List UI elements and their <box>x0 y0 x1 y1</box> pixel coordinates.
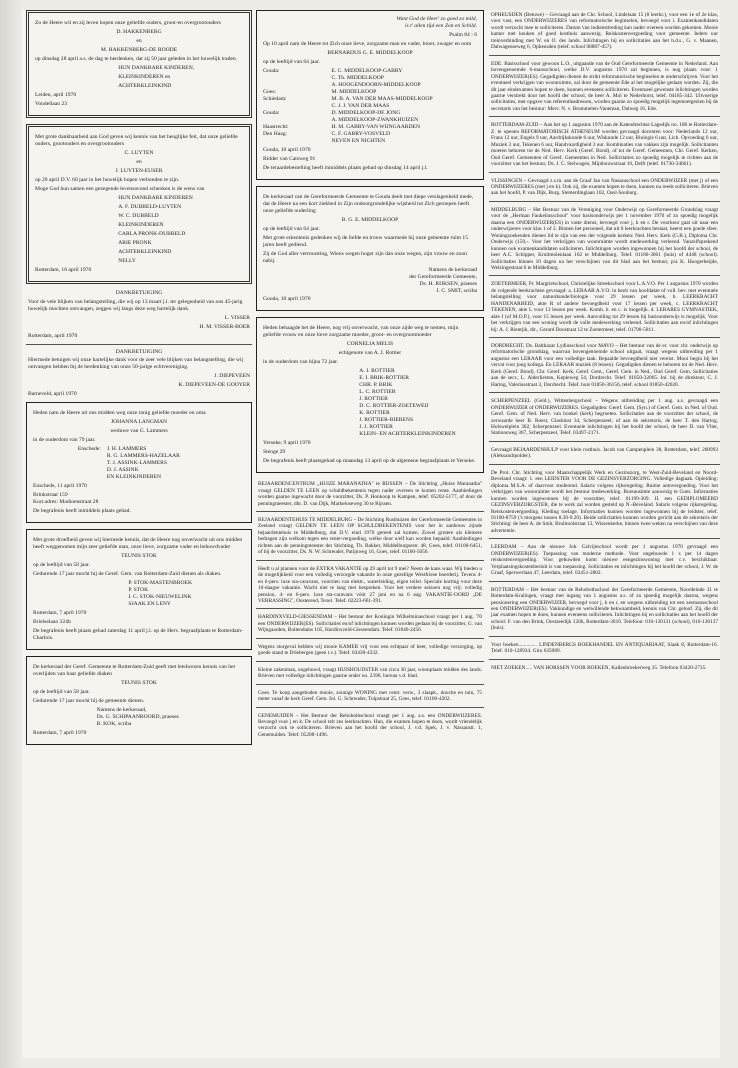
notice-and: en <box>136 158 142 165</box>
family-name: NEVEN EN NICHTEN <box>331 137 386 144</box>
signature: HUN DANKBARE KINDEREN <box>118 194 193 201</box>
notice-intro: Met grote droefheid geven wij hiermede kennis, dat de Heere nog onverwacht uit ons midden heeft weggenomen mijn zeer geliefde man, onze lieve, zorgzame vader en behuwdvader <box>33 537 243 551</box>
signature: K. DIEPEVEEN-DE GOOYER <box>178 382 250 389</box>
family-row <box>263 82 477 89</box>
signature: Namens de kerkeraad, <box>96 706 147 713</box>
notice-intro: De kerkeraad der Geref. Gemeente te Rotterdam-Zuid geeft met leedwezen kennis van het overlijden van haar geliefde diaken <box>33 664 236 677</box>
family-name: J. J. ROTTIER <box>359 424 393 431</box>
family-name: D. C. ROTTIER-ZOETEWEIJ <box>359 403 429 410</box>
column-2 <box>256 10 484 745</box>
family-name: J. H. LAMMERS <box>106 446 147 453</box>
family-name: D. MIDDELKOOP-DE JONG <box>331 109 401 116</box>
person-name: JOHANNA LANGMAN <box>110 419 168 426</box>
notice-burial: De begrafenis heeft plaatsgehad op maandag 13 april op de algemene begraafplaats te Yerseke. <box>263 458 476 465</box>
column-3 <box>489 10 720 678</box>
family-name: J. ROTTIER <box>359 396 388 403</box>
notice-luyten <box>26 124 252 284</box>
signature: W. C. DUBBELD <box>118 212 159 219</box>
family-place: Den Haag: <box>263 130 288 137</box>
notice-address: Ridder van Catsweg 91 <box>263 155 316 162</box>
classified-ad: Wegens storgeval hebben wij mooie KAMER vrij voor een echtpaar of heer, volledige verzorging, op goede stand te Driebergen (geen t.v.). Telef. 03438-4332. <box>256 642 484 662</box>
notice-age: in de ouderdom van bijna 72 jaar. <box>263 359 339 366</box>
person-name: TEUNIS STOK <box>121 553 157 560</box>
notice-text: Gedurende 17 jaar mocht hij de gemeente dienen. <box>33 697 145 704</box>
family-name: H. M. GABRY-VAN WIJNGAARDEN <box>331 123 420 130</box>
scan-edge <box>0 0 22 1068</box>
signature: Ds. H. RIJKSEN, praeses <box>419 280 477 287</box>
notice-intro: Zo de Heere wil en zij leven hopen onze geliefde ouders, groot-en overgrootouders <box>35 20 221 26</box>
classified-ad: ROTTERDAM – Het bestuur van de Rehobothschool der Gereformeerde Gemeente, Noordeinde 31 te Rotterdam-Kralingen, vraagt met ingang van 1 augustus a.s. of zo spoedig mogelijk daarna, wegens pensionering een ONDERWIJZER, bevoegd voor j, k en r, en wegens uitbreiding tot een zesmansschool een ONDERWIJZER(ES). Vakkundige en welwillende bekwaamheid, kennis van Chr. geloof. Zij, die dit jaar examen hopen te doen, kunnen eveneens solliciteren. Inlichtingen bij en sollicitaties aan het hoofd der school: F. van den Brink, Oostzeedijk 120b, Rotterdam-3016. Telefoon: 010-130131 (school), 010-130137 (huis). <box>489 585 720 637</box>
notice-text: op dinsdag 28 april a.s. de dag te herdenken, dat zij 50 jaar geleden in het huwelijk traden. <box>35 55 238 62</box>
person-subtitle: weduwe van G. Lammers <box>110 428 168 435</box>
verse-line: Want God de Heer' zo goed zo mild, <box>396 16 477 22</box>
notice-burial: De begrafenis heeft plaats gehad zaterdag 11 april j.l. op de Herv. begraafplaats te Rotterdam-Charlois. <box>33 628 243 642</box>
classified-ad: OPHEUSDEN (Betuwe) – Gevraagd aan de Chr. School, Lindelaan 15 (8 leerkr.), voor een 1e of 2e klas, voor vast, een ONDERWIJZERES van reformatorische beginselen, bevoegd voor i. Examenkandidaten wordt verzocht mee te solliciteren. Datum van indiensttreding kan nader overeen worden gekomen. Mooie kamer met keuken of goed kosthuis aanwezig. Reiskostenvergoeding voor gemeente. Iedere uur treinverbinding met W. en O. des lands. Inlichtingen bij en sollicitaties aan het h.d.s., G. v. Maanen, Dalwagenseweg 6, Opheusden (telef. school 08887-457). <box>489 10 720 56</box>
family-name: K. ROTTIER <box>359 410 390 417</box>
notice-middelkoop-family <box>256 10 484 180</box>
notice-place: Rotterdam, april 1970 <box>28 332 78 339</box>
family-place: Enschede: <box>77 446 101 453</box>
notice-and: en <box>136 37 142 44</box>
family-row <box>263 110 477 117</box>
notice-melis <box>256 317 484 473</box>
family-row <box>263 138 477 145</box>
signature: B. KOK, scriba <box>96 720 132 727</box>
family-name: CHR. P. BRIK <box>359 382 393 389</box>
family-name: P. STOK-MASTENBROEK <box>128 580 193 587</box>
classified-ad: NIET ZOEKEN..... VAN HORSSEN VOOR BOEKEN, Kallenbroekerweg 35. Telefoon 03420-2735. <box>491 664 707 671</box>
notice-text: op 20 april D.V. 60 jaar in het huwelijk hopen verbonden te zijn. <box>35 176 180 183</box>
notice-address: Brielselaan 324b <box>33 619 71 626</box>
notice-middelkoop-church <box>256 186 484 312</box>
notice-address: Brinkstraat 159 <box>33 492 68 499</box>
family-names <box>101 446 245 481</box>
signature: Namens de kerkeraad <box>428 266 477 273</box>
classified-ad: VLISSINGEN – Gevraagd z.s.m. aan de Graaf Jan van Nassauschool een ONDERWIJZER (met j) of een ONDERWIJZERES (met j en k). Ook zij, die examen hopen te doen, kunnen nu reeds solliciteren. Brieven aan het hoofd, P. van Dijk, Burg. Stemerdinglaan 102, Oost-Souburg. <box>489 176 720 202</box>
notice-intro: De kerkeraad van de Gereformeerde Gemeente te Gouda deelt met diepe verslagenheid mede, dat de Heere na een kort ziekbed in Zijn ondoorgrondelijke wijsheid tot Zich geroepen heeft onze geliefde ouderling <box>263 193 474 214</box>
family-row <box>263 117 477 124</box>
family-name: I. C. STOK-NIEUWELINK <box>128 594 192 601</box>
notice-date: Gouda, 10 april 1970 <box>263 146 311 153</box>
signature: CARLA PRONK-DUBBELD <box>118 230 186 237</box>
classified-ad: SCHERPENZEEL (Geld.), Wittenbergschool – Wegens uitbreiding per 1 aug. a.s. gevraagd een ONDERWIJZER of ONDERWIJZERES. Gegadigden: Geref. Gem. (Syn.) of Geref. Gem. in Ned. of Oud. Geref. Gem. of Ned. Herv. van bonkel (kerk) begroeten. Sollicitaties aan de voorzitter der school, de zerwaarde heer B. Roest, Glasbinst 34, Scherpenzeel; of aan de sekretaris, de heer T. den Hartog, Holsweiplein 302, Scherpenzeel. Eventuele inlichtingen bij het hoofd der school, de heer D. van Vliet, Stationsweg 367, Scherpenzeel, Telef. 03497-2171. <box>489 396 720 442</box>
family-name: C. Th. MIDDELKOOP <box>331 74 384 81</box>
notice-age: op de leeftijd van 58 jaar. <box>33 688 90 695</box>
classified-ad: Voor boeken.............. LINDENBERGS BOEKHANDEL EN ANTIQUARIAAT, Slaak 8, Rotterdam-16. Telef. 010-128934. Giro 635089. <box>489 640 720 660</box>
notice-stok-church <box>26 656 252 745</box>
notice-date: Enschede, 11 april 1970 <box>33 483 87 490</box>
classified-ad: Kleine zakenman, ongehuwd, vraagt HUISHOUDSTER van circa 30 jaar, woonplaats midden des lands. Brieven met volledige inlichtingen gaarne onder no. 2396, bureau v.d. blad. <box>256 665 484 685</box>
family-place <box>263 82 331 89</box>
notice-date: Yerseke, 9 april 1970 <box>263 440 311 447</box>
signature: Ds. G. SCHIPAANBOORD, praeses <box>96 713 179 720</box>
family-name: A. MIDDELKOOP-ZWANKHUIZEN <box>331 116 419 123</box>
family-row <box>263 124 477 131</box>
classified-ad: ZOETERMEER, Pr. Margrietschool, Christelijke Streekschool voor L.A.V.O. Per 1 augustus 1970 worden de volgende leerkrachten gevraagd: a. LERAAR A.V.O. in bezit van hoofdakte of voll. bev. met eventuele belangstelling voor natuurkunde/biologie voor 29 lessen per week, b. LEERKRACHT HANDENARBEID, akte R of andere bevoegdheid voor 17 lessen per week, c. LEERKRACHT TEKENEN, akte L voor 13 lessen per week. Komb. b. en c. is mogelijk. d. LERARES GYMNASTIEK, akte J (of M.O.P.), voor 15 lessen per week. Aanvulling tot 29 lessen bij basisonderwijs is mogelijk. Voor het verkrijgen van een woning wordt de volle medewerking verleend. Sollicitaties aan en/of inlichtingen bij: A. J. Rientjik, dir., Gerard Doustraat 12 te Zoetermeer, telef. 01790-5811. <box>489 279 720 338</box>
signature: H. M. VISSER-BOER <box>199 323 250 330</box>
notice-burial: De begrafenis heeft inmiddels plaats gehad. <box>33 508 131 515</box>
family-place <box>263 75 331 82</box>
family-name: L. C. ROTTIER <box>359 389 396 396</box>
family-row <box>263 96 477 103</box>
notice-intro: Heden nam de Heere uit ons midden weg onze innig geliefde moeder en oma <box>33 410 206 417</box>
notice-visser <box>28 290 250 340</box>
person-name: CORNELIA MELIS <box>346 341 394 348</box>
notice-place: Rotterdam, 16 april 1970 <box>35 266 92 273</box>
family-name: P. STOK <box>128 587 149 594</box>
divider <box>26 344 252 345</box>
family-name: D. J. ASSINK <box>106 467 139 474</box>
verse-reference: Psalm 84 : 6 <box>449 31 477 38</box>
notice-place: Leiden, april 1970 <box>35 91 77 98</box>
family-name: A. J. ROTTIER <box>359 368 395 375</box>
notice-correspondence: Korr.adres: Madioenstraat 28 <box>33 499 99 506</box>
family-place: Haastrecht: <box>263 123 289 130</box>
family-place <box>263 117 331 124</box>
notice-age: op de leeftijd van 64 jaar. <box>263 58 320 65</box>
notice-langman <box>26 402 252 523</box>
family-row <box>263 103 477 110</box>
family-row <box>263 89 477 96</box>
signature: HUN DANKBARE KINDEREN, <box>118 64 195 71</box>
classified-ad: BEJAARDENCENTRUM „HUIZE MARANATHA" te RIJSSEN – De Stichting „Huize Maranatha" vraagt GELDEN TE LEEN op schuldbekentenis tegen nader overeen te komen rente. Aanbiedingen worden gaarne ingewacht door de voorzitter, Ds. P. Honkoop te Kampen, telef. 05202-5177, of door de penningmeester, dhr. D. van Dijk, Markeloseweg 30 te Rijssen. <box>256 479 484 512</box>
signature: J. DIEPEVEEN <box>214 373 250 380</box>
notice-intro: Heden behaagde het de Heere, nog vrij onverwacht, van onze zijde weg te nemen, mijn geliefde vrouw en onze lieve zorgzame moeder, groot- en overgrootmoeder <box>263 325 459 339</box>
classified-ad: De Prot. Chr. Stichting voor Maatschappelijk Werk en Gezinszorg, te West-Zuid-Beveland en Noord-Beveland vraagt: 1. een LEIDSTER VOOR DE GEZINSVERZORGING. Volledige dagtaak. Opleiding: diploma M.S.A. of daarvoor studerend. Salaris volgens rijksregeling. Ruime autovergoeding. Voor het verkrijgen van woonruimte wordt het bestuur medewerking. Bureausimte aanwezig te Goes. Informaties kunnen worden ingewonnen bij de voorzitter, telef. 01199-309. II. een GEDIPLOMEERD GEZINSVERZORGSTER, die te werk zal worden gesteld op N.-Beveland. Salaris volgens rijksregeling. Reiskostenvergoeding. Kleding toelage. Informaties kunnen worden ingewonnen bij de leidster, telef. 01100-8759 ('s morgens tussen 8.30-9.20). Beide sollicitaties kunnen worden gericht aan de sekretaris der Stichting: de heer A. de Smit, Bruittoolstraat 12, Wissenkerke, binnen twee weken na verschijnen van deze advertentie. <box>489 468 720 540</box>
notice-address: Stenge 29 <box>263 449 286 456</box>
family-name: M. B. A. VAN DER MAAS-MIDDELKOOP <box>331 95 433 102</box>
notice-hakkenberg <box>26 10 252 118</box>
family-name: E. I. BRIK-ROTTIER <box>359 375 410 382</box>
notice-age: op de leeftijd van 64 jaar. <box>263 225 320 232</box>
family-row <box>263 131 477 138</box>
family-name: KLEIN- EN ACHTERKLEINKINDEREN <box>359 431 456 438</box>
signature: J. C. SMIT, scriba <box>436 287 477 294</box>
family-row <box>33 446 245 481</box>
signature: KLEINKINDEREN en <box>118 73 171 80</box>
family-place: Goes: <box>263 88 277 95</box>
family-place: Gouda: <box>263 109 280 116</box>
family-place: Schiedam: <box>263 95 287 102</box>
notice-text: Moge God hun samen een gezegende levensavond schenken is de wens van <box>35 185 205 192</box>
person-name: BERNARDUS G. E. MIDDELKOOP <box>327 49 413 56</box>
person-name: J. LUYTEN-EUSER <box>115 167 163 174</box>
family-row <box>263 75 477 82</box>
family-list <box>263 68 477 145</box>
notice-age: op de leeftijd van 58 jaar. <box>33 562 90 569</box>
notice-text: Gedurende 17 jaar mocht hij de Geref. Gem. van Rotterdam-Zuid dienen als diaken. <box>33 571 222 578</box>
newspaper-page <box>22 10 720 1058</box>
classified-ad: LEERDAM – Aan de nieuwe Joh. Calvijnschool wordt per 1 augustus 1970 gevraagd een ONDERWIJZER(ES). Toepassing van moderne methode. Voor ongehuwde 1 x per 14 dagen reiskostenvergoeding. Voor gehuwden komt nieuwe eengezinswoning met c.v. beschikbaar. Verplaatsingskostenbesluit is van toepassing. Sollicitaties en inlichtingen bij het hoofd der school, J. W. de Graaf, Sperwerlaan 47, Leerdam, telef. 03451-2802. <box>489 542 720 581</box>
classified-ads <box>489 10 720 675</box>
family-name: M. MIDDELKOOP <box>331 88 377 95</box>
person-name: B. G. E. MIDDELKOOP <box>341 216 399 223</box>
family-name: C. J. J. VAN DER MAAS <box>331 102 390 109</box>
family-name: T. J. ASSINK-LAMMERS <box>106 460 168 467</box>
family-place <box>263 103 331 110</box>
classified-ads <box>256 479 484 742</box>
family-list <box>359 368 477 438</box>
notice-title: DANKBETUIGING <box>115 348 163 355</box>
signature: KLEINKINDEREN <box>118 221 164 228</box>
notice-date: Gouda, 10 april 1970 <box>263 296 311 303</box>
signature: A. F. DUBBELD-LUYTEN <box>118 203 182 210</box>
signature: ARIE PRONK <box>118 239 152 246</box>
family-name: E. C. MIDDELKOOP-GABRY <box>331 67 403 74</box>
classified-ad: DORDRECHT, Ds. Balthazar Lydiusschool voor MAVO – Het bestuur van de er. voor chr. onderwijs op reformatorische grondslag, waarvan bovengenoemde school uitgaat, vraagt wegens uitbreiding per 1 augustus een LERAAR voor een volledige taak. Bepaalde bevoegdheid niet vereist. Mooi begin bij het vervat voor jong kollega. En LERAAR muziek (8 lessen). Gegadigden dienen te behoren tot de Ned. Herv. Kerk (Geref. Bond), Chr. Geref. Kerk, Geref. Gem., Geref. Gem. in Ned., Oud Geref. Gem. Sollicitaties aan de secr., L. Alderliesten, Kepleweg 54, Dordrecht. Telef. 01850-32065. Inl. bij de direkteur, C. J. Hartog, Valeriusstraat 3, Dordrecht. Telef. huis 01850-36156, telef. school 01850-42020. <box>489 341 720 393</box>
notice-place: Barneveld, april 1970 <box>28 391 77 398</box>
person-name: M. HAKKENBERG-DE ROODE <box>100 46 178 53</box>
family-row <box>263 68 477 75</box>
family-place <box>263 138 331 145</box>
notice-burial: De teraardebestelling heeft inmiddels plaats gehad op dinsdag 14 april j.l. <box>263 164 428 171</box>
classified-ad: MIDDELBURG – Het Bestuur van de Vereniging voor Onderwijs op Gereformeerde Grondslag vraagt voor de „Herman Faukeliusschool" voor basisonderwijs per 1 november 1970 of zo spoedig mogelijk daarna een ONDERWIJZER(ES) in vaste dienst, bevoegd voor j, k en r. De voorkeur gaat uit naar een onderwijzeres voor klas 1 of 2. Binnen het personeel, dat uit 6 leerkrachten bestaat, heerst een goede sfeer. Woningzoekenden dienen lid te zijn van een der volgende kerken: Ned. Herv. Kerk (G.B.), Diploma Chr. Onderwijs (150,-. Voor het verkrijgen van woonruimte wordt medewerking verleend. Vanzelfsprekend kunnen ook examenkandidaten solliciteren. Inlichtingen worden ingewonnen bij het hoofd der school, de heer A.C. Schipper, Kruitmolenlaan 102 te Middelburg. Telef. 01180-3061 (huis) of 4448 (school). Sollicitaties binnen 10 dagen na het verschijnen van dit blad aan het bestuur, p/a K. Hoogerheijde, Welzingestraat 6 te Middelburg. <box>489 205 720 277</box>
classified-ad: Goes. Te koop aangeboden mooie, zonnige WONING met centr. verw., 3 slaapk., douche en tuin, 75 meter vanaf de kerk Geref. Gem. Inl. G. Schreuder, Tulpstraat 25, Goes, telef. 01100-4302. <box>256 688 484 708</box>
signature: ACHTERKLEINKIND <box>118 248 172 255</box>
notice-place: Rotterdam, 7 april 1970 <box>33 729 87 736</box>
person-name: TEUNIS STOK <box>121 679 157 686</box>
notice-intro: Met grote dankbaarheid aan God geven wij kennis van het heuglijke feit, dat onze geliefde ouders, grootouders en overgrootouders <box>35 133 238 147</box>
notice-stok-family <box>26 529 252 650</box>
family-name: SJAAK EN LENY <box>128 601 171 608</box>
signature: NELLY <box>118 257 136 264</box>
family-name: C. F. GABRY-VOSVELD <box>331 130 391 137</box>
notice-diepeveen <box>28 349 250 399</box>
notice-date: Rotterdam, 7 april 1970 <box>33 610 87 617</box>
person-name: C. LUYTEN <box>124 149 154 156</box>
classified-ad: Heeft u al plannen voor de EXTRA VAKANTIE op 29 april tot 9 mei? Neem de kans waar. Wij bieden u de mogelijkheid voor een volledig verzorgde vakantie in onze gezellige Westfriese boerderij. Tevens 4- en 6-pers. luxe sta-caravans, voorzien van elektr., waterleiding, eigen toilet. Speciale korting voor deze 10-daagse vakantie. Wacht niet te lang met bespreken. Voor het verdere seizoen nog vrij: volledig pension, 4- en 6-pers. luxe sta-caravans vóór 27 juni en na 6 aug. VAKANTIE-OORD „DE VERRASSING", Oosterend, Texel. Telef. 02223-661-391. <box>256 564 484 610</box>
signature: L. VISSER <box>224 314 250 321</box>
classified-ad: GENEMUIDEN – Het Bestuur der Rehobothschool vraagt per 1 aug. a.s. een ONDERWIJZERES. Bevoegd voor j en k. De school telt zes leerkrachten. Hun, die examen hopen te doen, wordt vriendelijk verzocht ook te solliciteren. Brieven aan het hoofd der school, J. v.d. Spek, J. v. Nassaustr. 1, Genemuiden. Telef. 05208-1496. <box>258 712 482 738</box>
classified-ad: EDE. Basisschool voor gewoon L.O., uitgaande van de Oud Gereformeerde Gemeente in Nederland. Aan bovengenoemde 6-mansschool, welke D.V. augustus 1970 zal beginnen, is nog plaats voor: 1 ONDERWIJZER(ES). Gegadigden dienen de strikt reformatorische beginselen te onderschrijven. Voor het eventueel verkrijgen van woonruimte, zal door de gemeente Ede al het mogelijke gedaan worden. Zij, die dit jaar eindexamen hopen te doen, kunnen eveneens solliciteren. Eventueel gewenste inlichtingen worden gaarne verstrekt door het hoofd der school, de heer A. Mol te Nederhorst, telef. 04185-342. Uitvoerige sollicitaties, met opgave van referentieadressen, worden gaarne zo spoedig mogelijk tegemoetgezien bij de secretaris van het bestuur: Mevr. N. v. Brummelen-Vaneman, Dalweg 16, Ede. <box>489 59 720 118</box>
notice-intro: Op 10 april nam de Heere tot Zich onze lieve, zorgzame man en vader, broer, zwager en oom <box>263 40 472 47</box>
signature: ACHTERKLEINKIND <box>118 82 172 89</box>
notice-text: Met grote erkentenis gedenken wij de liefde en trouw waarmede hij onze gemeente ruim 15 jaren heeft gediend. <box>263 234 469 248</box>
family-place: Gouda: <box>263 67 280 74</box>
column-1 <box>26 10 252 751</box>
notice-address: Vondellaan 23 <box>35 100 68 107</box>
family-name: A. HOOGENDOORN-MIDDELKOOP <box>331 81 421 88</box>
family-name: R. G. LAMMERS-HAZELAAR <box>106 453 180 460</box>
notice-text: Hiermede betuigen wij onze hartelijke dank voor de zeer vele blijken van belangstelling, die wij ontvangen hebben bij de herdenking van onze 50-jarige echtvereniging. <box>28 357 244 371</box>
classified-ad: ROTTERDAM-ZUID – Aan het op 1 augustus 1970 aan de Katendrechtse Lagedijk no. 186 te Rotterdam-Z. te openen REFORMATORISCH ATHENEUM worden gevraagd docenten voor: Nederlands 12 uur, Frans 12 uur, Engels 9 uur, Aardrijkskunde 6 uur, Wiskunde 12 uur, Biologie 6 uur, Lich. Opvoeding 6 uur, Muziek 3 uur, Tekenen 6 uur, Handvaardigheid 3 uur. Kombinaties van vakken zijn mogelijk. Sollicitanten moeten behoren tot de Ned. Herv. Kerk (Geref. Bond), of tot de Geref. Gemeenten, Chr. Geref. Kerken, Oud Geref. Gemeenten of Geref. Gemeenten in Ned. Sollicitaties zo spoedig mogelijk te richten aan de voorzitter van het bestuur, Ds. J. C. Stelwagen, Mijnbouwstraat 10, Delft (telef. 01730-34661). <box>489 120 720 172</box>
classified-ad: HARDINXVELD-GIESSENDAM – Het bestuur der Koningin Wilhelminaschool vraagt per 1 aug. '70 een ONDERWIJZER(ES). Sollicitaties en/of inlichtingen kunnen worden gedaan bij de voorzitter, G. van Wijngaarden, Buitendams 105, Hardinxveld-Giessendam. Telef. 01846-2456. <box>256 612 484 638</box>
person-name: D. HAKKENBERG <box>116 28 162 35</box>
notice-text: Voor de vele blijken van belangstelling, die wij op 13 maart j.l. ter gelegenheid van ons 45-jarig huwelijk mochten ontvangen, zeggen wij langs deze weg hartelijk dank. <box>28 298 243 312</box>
notice-title: DANKBETUIGING <box>115 289 163 296</box>
person-subtitle: echtgenote van A. J. Rottier <box>338 350 402 357</box>
verse-line: is t' allen tijd een Zon en Schild. <box>404 22 477 29</box>
classified-ad: BEJAARDENTEHUIS TE MIDDELBURG – De Stichting Rusthuizen der Gereformeerde Gemeenten in Zeeland vraagt GELDEN TE LEEN OP SCHULDBEKENTENIS voor het in aanbouw zijnde bejaardentehuis te Middelburg, dat D.V. eind 1970 gereed zal komen. Zowel grotere als kleinere bedragen zijn welkom tegen een rente-vergoeding, welke door u/elf kan worden bepaald. Aanbiedingen richten aan de penningmeester der Stichting, Th. Bakker, Middelburgsestr. 48, Goes, telef. 01100-6451, of bij de voorzitter, Ds. N. W. Schreuder, Patijnweg 16, Goes, telef. 01100-5056. <box>256 515 484 561</box>
notice-age: in de ouderdom van 79 jaar. <box>33 437 96 444</box>
notice-text: Zij de God aller vertroosting, Wiens wegen hoger zijn dan onze wegen, zijn vrouw en zoon nabij. <box>263 250 467 264</box>
classified-ad: Gevraagd BEJAARDENHULP voor klein rusthuis. Jacob van Campenplein 38, Rotterdam, telef. 200993 (Aleksandrpolder). <box>489 445 720 465</box>
family-name: EN KLEINKINDEREN <box>106 474 162 481</box>
signature: der Gereformeerde Gemeente, <box>409 273 477 280</box>
family-name: J. ROTTIER-BIERENS <box>359 417 414 424</box>
